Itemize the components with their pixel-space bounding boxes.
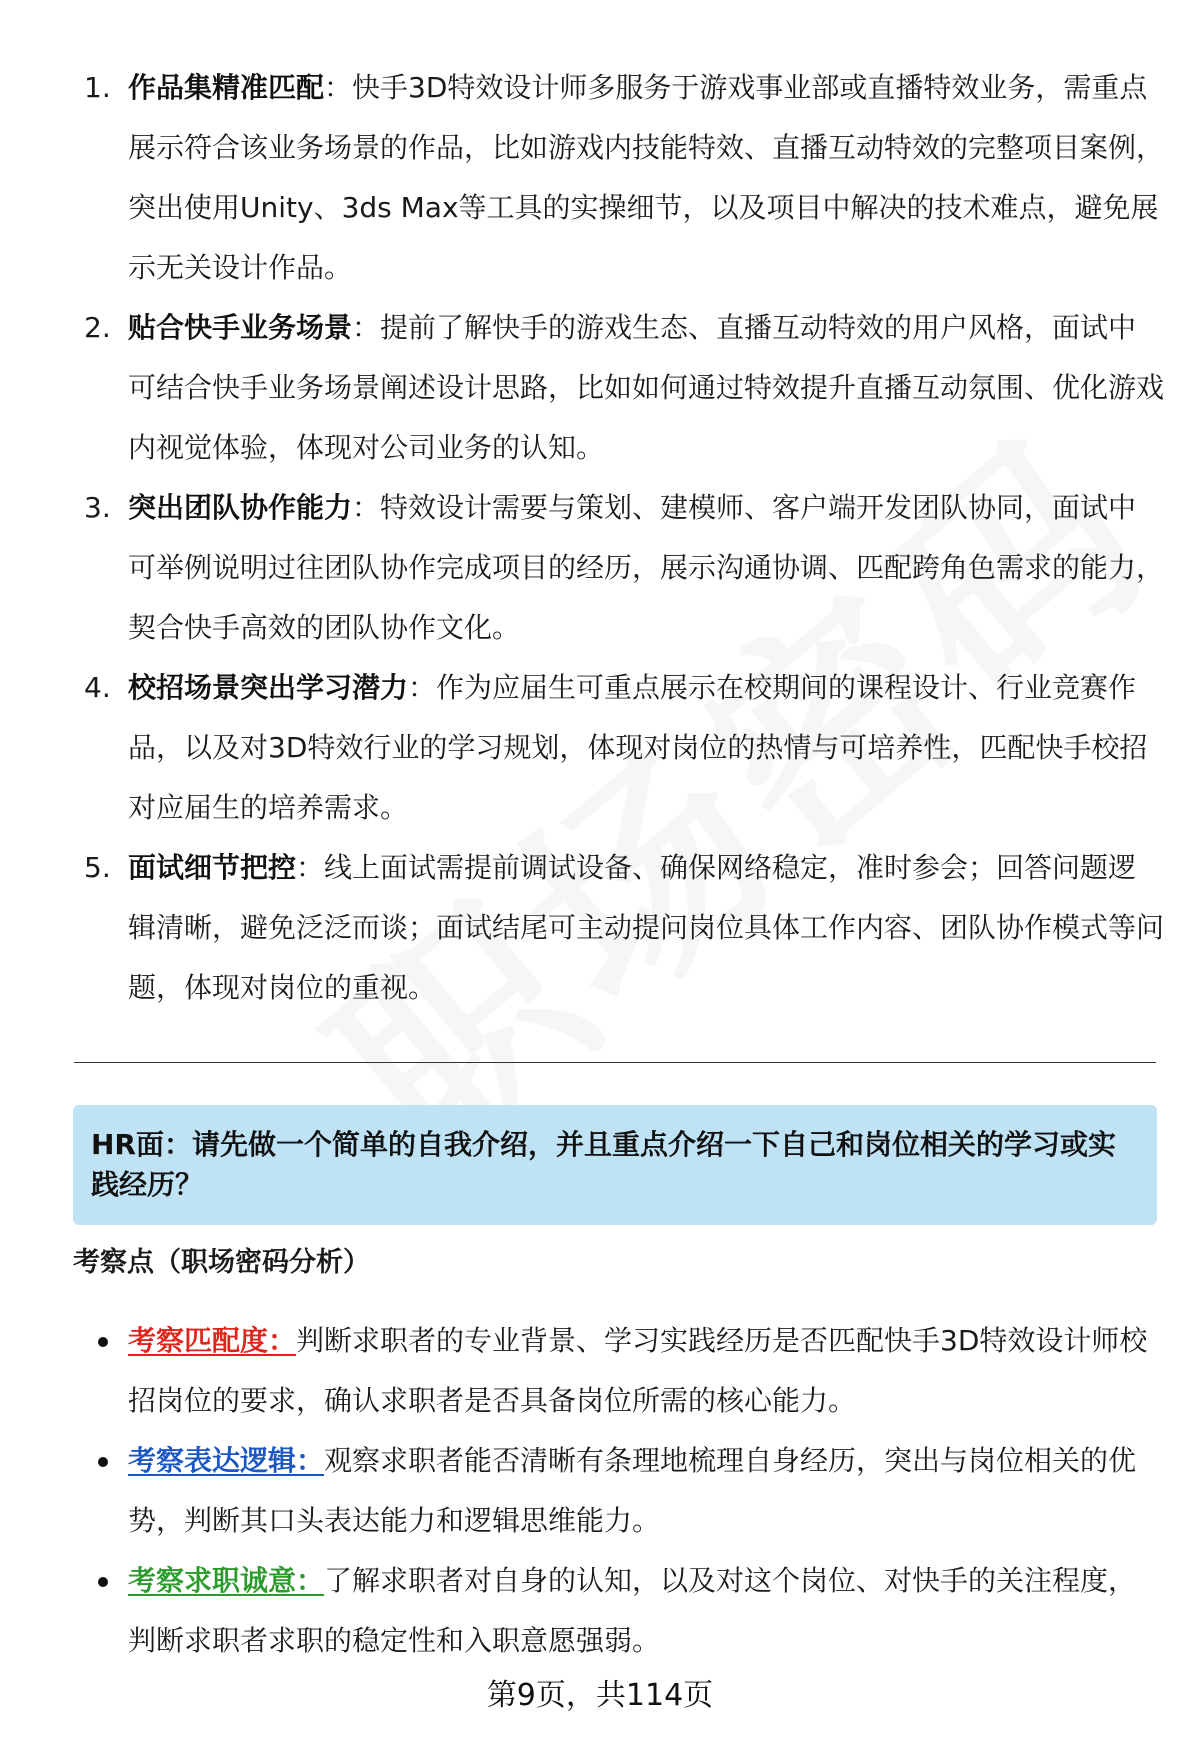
list-item (84, 658, 1164, 838)
bullet-text: 判断求职者的专业背景、学习实践经历是否匹配快手3D特效设计师校招岗位的要求，确认求职者是否具备岗位所需的核心能力。 (128, 1324, 1148, 1417)
section-divider (74, 1062, 1156, 1063)
list-item (84, 838, 1164, 1018)
bullet-dot-icon (98, 1337, 108, 1347)
bullet-item (94, 1431, 1164, 1551)
item-number: 5. (84, 851, 111, 884)
bullet-tag: 考察匹配度： (128, 1324, 297, 1357)
bullet-text: 观察求职者能否清晰有条理地梳理自身经历，突出与岗位相关的优势，判断其口头表达能力和逻辑思维能力。 (128, 1444, 1137, 1537)
bullet-text: 了解求职者对自身的认知，以及对这个岗位、对快手的关注程度，判断求职者求职的稳定性和入职意愿强弱。 (128, 1564, 1137, 1657)
hr-question-box (73, 1105, 1157, 1225)
item-heading: 校招场景突出学习潜力 (128, 671, 409, 704)
item-heading: 面试细节把控 (128, 851, 297, 884)
item-text: ：快手3D特效设计师多服务于游戏事业部或直播特效业务，需重点展示符合该业务场景的作品，比如游戏内技能特效、直播互动特效的完整项目案例，突出使用Unity、3ds Max等工具的实操细节，以及项目中解决的技术难点，避免展示无关设计作品。 (128, 71, 1165, 284)
item-text: ：提前了解快手的游戏生态、直播互动特效的用户风格，面试中可结合快手业务场景阐述设计思路，比如如何通过特效提升直播互动氛围、优化游戏内视觉体验，体现对公司业务的认知。 (128, 311, 1165, 464)
item-number: 2. (84, 311, 111, 344)
item-heading: 贴合快手业务场景 (128, 311, 353, 344)
item-text: ：特效设计需要与策划、建模师、客户端开发团队协同，面试中可举例说明过往团队协作完成项目的经历，展示沟通协调、匹配跨角色需求的能力，契合快手高效的团队协作文化。 (128, 491, 1165, 644)
item-number: 4. (84, 671, 111, 704)
bullet-dot-icon (98, 1577, 108, 1587)
hr-question: HR面：请先做一个简单的自我介绍，并且重点介绍一下自己和岗位相关的学习或实践经历？ (91, 1128, 1116, 1201)
bullet-dot-icon (98, 1457, 108, 1467)
bullet-tag: 考察表达逻辑： (128, 1444, 325, 1477)
list-item (84, 478, 1164, 658)
list-item (84, 58, 1164, 298)
assessment-points (94, 1311, 1164, 1671)
item-number: 1. (84, 71, 111, 104)
list-item (84, 298, 1164, 478)
item-heading: 作品集精准匹配 (128, 71, 325, 104)
item-heading: 突出团队协作能力 (128, 491, 353, 524)
bullet-item (94, 1551, 1164, 1671)
page-number: 第9页，共114页 (486, 1678, 714, 1713)
item-text: ：作为应届生可重点展示在校期间的课程设计、行业竞赛作品，以及对3D特效行业的学习规划，体现对岗位的热情与可培养性，匹配快手校招对应届生的培养需求。 (128, 671, 1148, 824)
item-number: 3. (84, 491, 111, 524)
tips-list (84, 58, 1164, 1018)
bullet-tag: 考察求职诚意： (128, 1564, 325, 1597)
section-title: 考察点（职场密码分析） (73, 1247, 370, 1278)
item-text: ：线上面试需提前调试设备、确保网络稳定，准时参会；回答问题逻辑清晰，避免泛泛而谈；面试结尾可主动提问岗位具体工作内容、团队协作模式等问题，体现对岗位的重视。 (128, 851, 1165, 1004)
bullet-item (94, 1311, 1164, 1431)
